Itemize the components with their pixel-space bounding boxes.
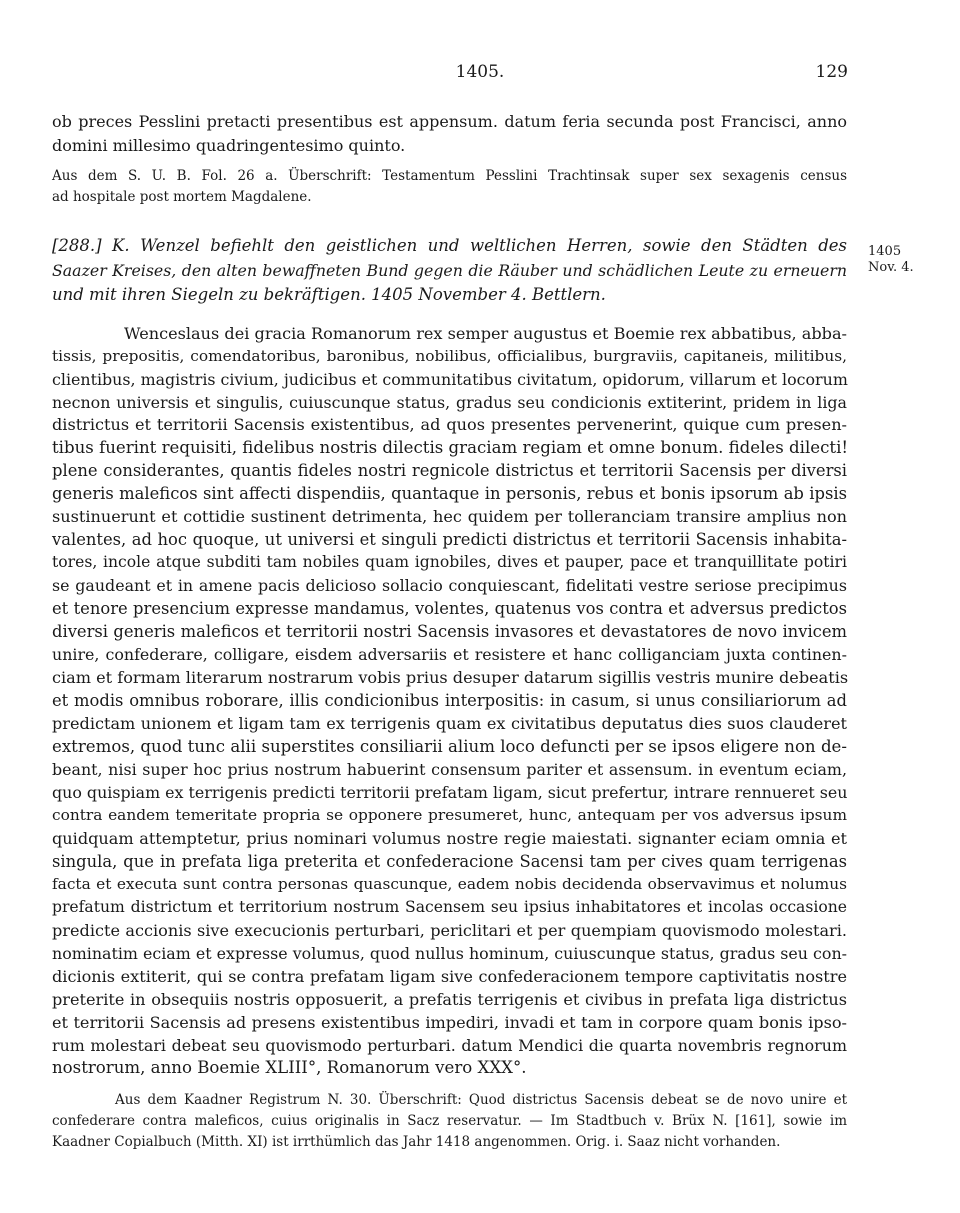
- body-text-line: valentes, ad hoc quoque, ut universi et singuli predicti districtus et territorii Sacensis inhabita-: [52, 530, 847, 549]
- body-text-line: et territorii Sacensis ad presens existentibus impediri, invadi et tam in corpore quam bonis ipso-: [52, 1013, 847, 1032]
- body-text-line: nostrorum, anno Boemie XLIII°, Romanorum vero XXX°.: [52, 1058, 527, 1077]
- document-heading-line: [288.] K. Wenzel befiehlt den geistlichen und weltlichen Herren, sowie den Städten des: [52, 236, 847, 255]
- body-text-line: sustinuerunt et cottidie sustinent detrimenta, hec quidem per tolleranciam transire amplius non: [52, 507, 847, 526]
- body-text-line: extremos, quod tunc alii superstites consiliarii alium loco defuncti per se ipsos eligere non de-: [52, 737, 847, 756]
- body-text-line: facta et executa sunt contra personas quascunque, eadem nobis decidenda observavimus et nolumus: [52, 875, 847, 893]
- body-text-line: quidquam attemptetur, prius nominari volumus nostre regie maiestati. signanter eciam omnia et: [52, 829, 847, 848]
- body-text-line: unire, confederare, colligare, eisdem adversariis et resistere et hanc colliganciam juxta continen-: [52, 645, 847, 664]
- body-text-line: contra eandem temeritate propria se opponere presumeret, hunc, antequam per vos adversus ipsum: [52, 806, 847, 824]
- body-text-line: dicionis extiterit, qui se contra prefatam ligam sive confederacionem tempore captivitatis nostre: [52, 967, 847, 986]
- body-text-line: et tenore presencium expresse mandamus, volentes, quatenus vos contra et adversus predictos: [52, 599, 847, 618]
- body-text-line: et modis omnibus roborare, illis condicionibus interpositis: in casum, si unus consiliariorum ad: [52, 691, 847, 710]
- body-text-line: beant, nisi super hoc prius nostrum habuerint consensum pariter et assensum. in eventum eciam,: [52, 760, 847, 779]
- body-text-line: tissis, prepositis, comendatoribus, baronibus, nobilibus, officialibus, burgraviis, capitaneis, militibus,: [52, 347, 847, 365]
- footnote-line: confederare contra maleficos, cuius originalis in Sacz reservatur. — Im Stadtbuch v. Brüx N. [161], sowie im: [52, 1113, 847, 1129]
- running-header-year: 1405.: [455, 62, 505, 82]
- body-text-line: predicte accionis sive execucionis perturbari, periclitari et per quempiam quovismodo molestari.: [52, 921, 847, 940]
- body-text-line: quo quispiam ex terrigenis predicti territorii prefatam ligam, sicut prefertur, intrare rennueret seu: [52, 783, 848, 802]
- body-text-line: diversi generis maleficos et territorii nostri Sacensis invasores et devastatores de novo invicem: [52, 622, 847, 641]
- body-text-line: generis maleficos sint affecti dispendiis, quantaque in personis, rebus et bonis ipsorum ab ipsis: [52, 484, 847, 503]
- previous-document-line: ob preces Pesslini pretacti presentibus est appensum. datum feria secunda post Francisci, anno: [52, 112, 847, 131]
- footnote-line: Aus dem Kaadner Registrum N. 30. Überschrift: Quod districtus Sacensis debeat se de novo unire et: [115, 1092, 847, 1108]
- margin-date-year: 1405: [868, 244, 902, 259]
- body-text-line: necnon universis et singulis, cuiuscunque status, gradus seu condicionis extiterint, pridem in liga: [52, 393, 847, 412]
- body-text-line: preterite in obsequiis nostris opposuerit, a prefatis terrigenis et civibus in prefata liga districtus: [52, 990, 847, 1009]
- body-text-line: tibus fuerint requisiti, fidelibus nostris dilectis graciam regiam et omne bonum. fideles dilecti!: [52, 438, 849, 457]
- page-number: 129: [815, 62, 848, 82]
- body-text-line: nominatim eciam et expresse volumus, quod nullus hominum, cuiuscunque status, gradus seu con-: [52, 944, 847, 963]
- body-text-line: se gaudeant et in amene pacis delicioso sollacio conquiescant, fidelitati vestre seriose precipimus: [52, 576, 847, 595]
- document-heading-line: und mit ihren Siegeln zu bekräftigen. 1405 November 4. Bettlern.: [52, 285, 606, 304]
- footnote-line: Kaadner Copialbuch (Mitth. XI) ist irrthümlich das Jahr 1418 angenommen. Orig. i. Saaz nicht vorhanden.: [52, 1134, 781, 1150]
- body-text-line: rum molestari debeat seu quovismodo perturbari. datum Mendici die quarta novembris regnorum: [52, 1036, 847, 1055]
- body-text-line: districtus et territorii Sacensis existentibus, ad quos presentes pervenerint, quique cum presen-: [52, 415, 847, 434]
- body-text-line: clientibus, magistris civium, judicibus et communitatibus civitatum, opidorum, villarum et locorum: [52, 370, 848, 389]
- body-text-line: tores, incole atque subditi tam nobiles quam ignobiles, dives et pauper, pace et tranquillitate potiri: [52, 553, 847, 571]
- margin-date-day: Nov. 4.: [868, 260, 914, 275]
- previous-document-line: domini millesimo quadringentesimo quinto.: [52, 136, 406, 155]
- body-text-line: predictam unionem et ligam tam ex terrigenis quam ex civitatibus deputatus dies suos clauderet: [52, 714, 847, 733]
- document-heading-line: Saazer Kreises, den alten bewaffneten Bund gegen die Räuber und schädlichen Leute zu erneuern: [52, 261, 847, 280]
- body-text-line: prefatum districtum et territorium nostrum Sacensem seu ipsius inhabitatores et incolas occasione: [52, 898, 847, 916]
- body-text-line: plene considerantes, quantis fideles nostri regnicole districtus et territorii Sacensis per diversi: [52, 461, 847, 480]
- body-text-line: Wenceslaus dei gracia Romanorum rex semper augustus et Boemie rex abbatibus, abba-: [124, 324, 847, 343]
- margin-date: [868, 244, 914, 276]
- body-text-line: ciam et formam literarum nostrarum vobis prius desuper datarum sigillis vestris munire debeatis: [52, 668, 849, 687]
- source-note-line: Aus dem S. U. B. Fol. 26 a. Überschrift: Testamentum Pesslini Trachtinsak super sex sexagenis census: [52, 168, 847, 184]
- source-note-line: ad hospitale post mortem Magdalene.: [52, 189, 312, 205]
- body-text-line: singula, que in prefata liga preterita et confederacione Sacensi tam per cives quam terrigenas: [52, 852, 847, 871]
